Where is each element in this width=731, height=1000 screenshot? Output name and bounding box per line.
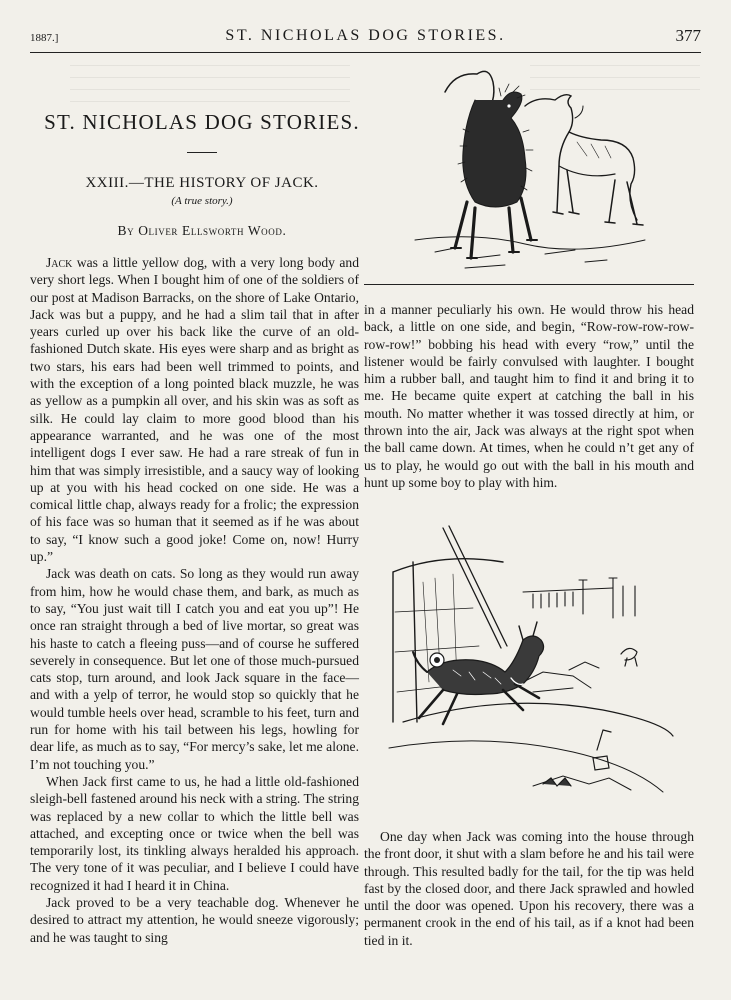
running-header-date: 1887.]	[30, 32, 59, 44]
subtitle: (A true story.)	[171, 195, 233, 207]
byline: By Oliver Ellsworth Wood.	[117, 223, 287, 238]
paragraph-text: was a little yellow dog, with a very long body and very short legs. When I bought him of one of the soldiers of our post at Madison Barracks, on the shore of Lake Ontario, Jack was but a puppy, and he had a slim tail that in after years curled up over his back like the curve of an old-fashioned Dutch skate. His eyes were sharp and as bright as two stars, his ears had been well trimmed to points, and with the exception of a long pointed black muzzle, he was as yellow as a pumpkin all over, and his skin was as soft as silk. He could lay claim to more good blood than his appearance warranted, and he was one of the most intelligent dogs I ever saw. He had a rare streak of fun in him that was simply irresistible, and a saucy way of looking up at you with his head cocked on one side. He was a comical little chap, always ready for a frolic; the expression of his face was so human that it seemed as if he was about to say, “I know such a good joke! Come on, now! Hurry up.”	[30, 255, 359, 565]
title-rule	[187, 152, 217, 153]
paragraph: One day when Jack was coming into the house through the front door, it shut with a slam before he and his tail were through. This resulted badly for the tail, for the tip was held fast by the closed door, and there Jack sprawled and howled until the door was opened. Upon his recovery, there was a permanent crook in the end of his tail, as if a knot had been tied in it.	[364, 829, 694, 948]
lead-word: Jack	[46, 255, 73, 270]
paragraph	[30, 254, 359, 565]
paragraph: in a manner peculiarly his own. He would throw his head back, a little on one side, and begin, “Row-row-row-row-row-row!” bobbing his head with every “row,” until the listener would be fairly convulsed with laughter. I bought him a rubber ball, and taught him to find it and bring it to me. He became quite expert at catching the ball in his mouth. No matter whether it was tossed directly at him, or thrown into the air, Jack was always at the right spot when the ball came down. At times, when he could n’t get any of us to play, he would go out with the ball in his mouth and hunt up some boy to play with him.	[364, 302, 694, 490]
header-rule	[30, 52, 701, 53]
two-dogs-illustration	[405, 62, 665, 276]
main-title: ST. NICHOLAS DOG STORIES.	[44, 110, 360, 134]
show-through-texture	[70, 62, 350, 102]
illustration-rule	[364, 284, 694, 285]
right-text-column-top	[364, 301, 694, 491]
paragraph: When Jack first came to us, he had a little old-fashioned sleigh-bell fastened around his neck with a string. The string was replaced by a new collar to which the little bell was attached, and excepting once or twice when the bell was temporarily lost, its tinkling always heralded his approach. The very tone of it was peculiar, and I believe I could have recognized it had I heard it in China.	[30, 773, 359, 893]
paragraph: Jack was death on cats. So long as they would run away from him, how he would chase them, and bark, as much as to say, “You just wait till I catch you and eat you up”! He once ran straight through a bed of live mortar, so great was his haste to catch a fleeing puss—and of course he suffered severely in consequence. But let one of those much-pursued cats stop, turn around, and look Jack square in the face—and with a yelp of terror, he would stop so quickly that he would tumble heels over head, scramble to his feet, turn and run for home with his tail between his legs, howling for dear life, as much as to say, “For mercy’s sake, let me alone. I’m not touching you.”	[30, 566, 359, 772]
right-text-column-bottom	[364, 828, 694, 949]
page-number: 377	[675, 26, 701, 45]
running-header-title: ST. NICHOLAS DOG STORIES.	[225, 27, 506, 44]
paragraph: Jack proved to be a very teachable dog. Whenever he desired to attract my attention, he would sneeze vigorously; and he was taught to sing	[30, 894, 359, 945]
left-text-column	[30, 254, 359, 946]
jack-running-illustration	[383, 522, 683, 818]
section-heading: XXIII.—THE HISTORY OF JACK.	[85, 175, 319, 191]
